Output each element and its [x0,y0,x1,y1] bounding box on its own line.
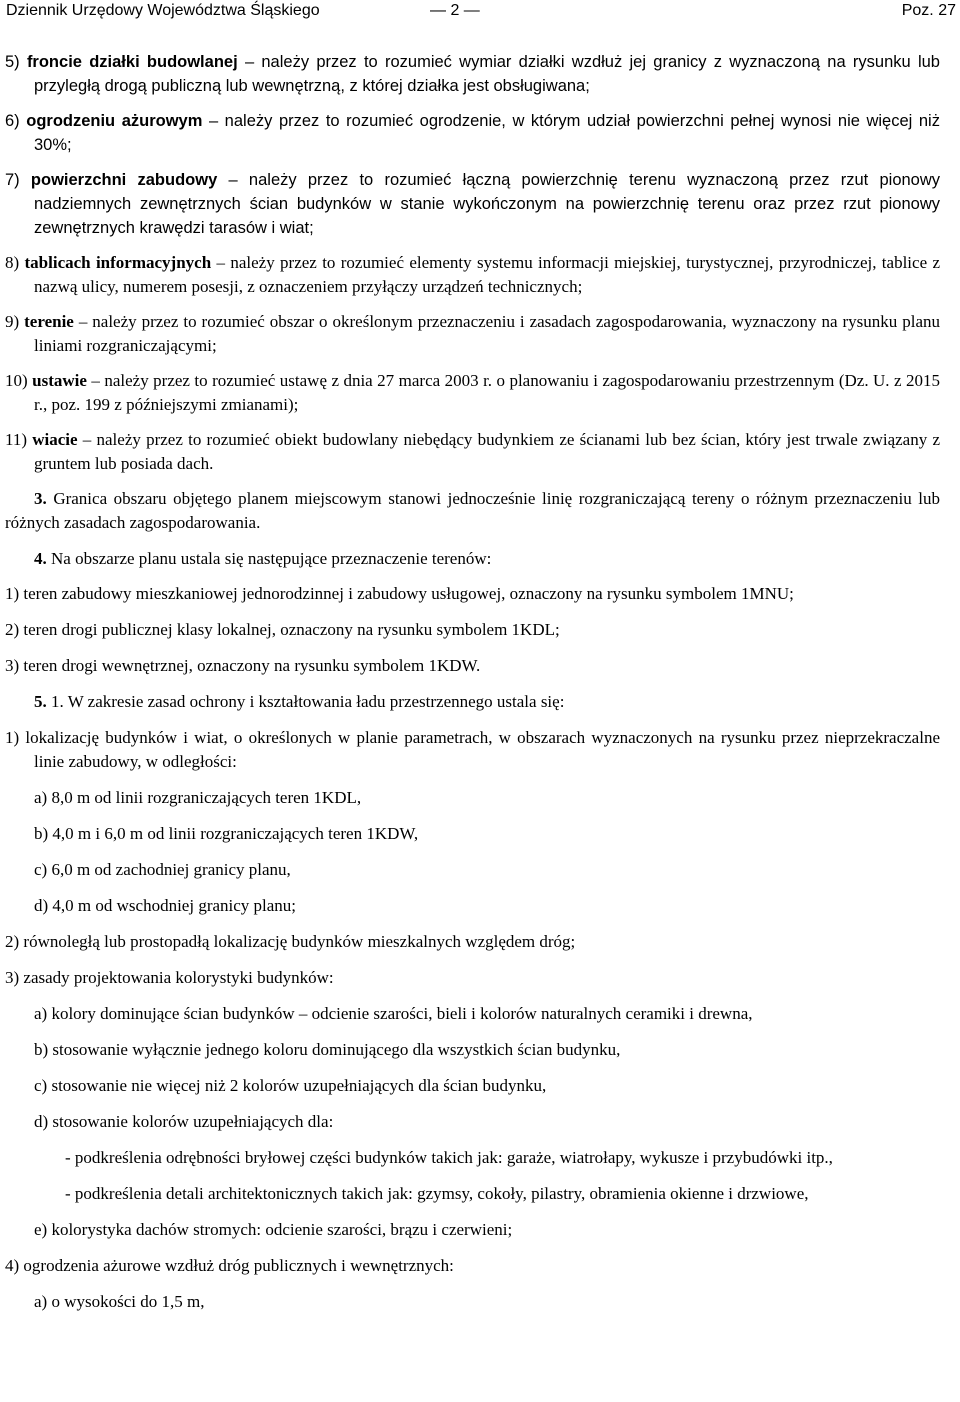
definition-term: ogrodzeniu ażurowym [26,112,203,130]
section-5-item-3c: c) stosowanie nie więcej niż 2 kolorów uzupełniających dla ścian budynku, [34,1076,547,1095]
page-header [0,0,960,24]
section-5-item-3: 3) zasady projektowania kolorystyki budynków: [5,968,334,987]
section-number: 3. [34,489,47,508]
section-5-item-4: 4) ogrodzenia ażurowe wzdłuż dróg publicznych i wewnętrznych: [5,1256,454,1275]
section-5-item-3d-dash-1: - podkreślenia odrębności bryłowej części budynków takich jak: garaże, wiatrołapy, wykusze i przybudówki itp., [65,1148,833,1167]
definition-term: ustawie [32,371,87,390]
journal-title: Dziennik Urzędowy Województwa Śląskiego [6,2,320,19]
section-4-item-3: 3) teren drogi wewnętrznej, oznaczony na rysunku symbolem 1KDW. [5,656,481,675]
definition-term: froncie działki budowlanej [26,53,238,71]
section-4-item-2: 2) teren drogi publicznej klasy lokalnej, oznaczony na rysunku symbolem 1KDL; [5,620,560,639]
definition-9: 9) terenie – należy przez to rozumieć obszar o określonym przeznaczeniu i zasadach zagospodarowania, wyznaczony na rysunku planu liniami rozgraniczającymi; [5,312,941,355]
definition-term: terenie [24,312,74,331]
section-5: 5. 1. W zakresie zasad ochrony i kształtowania ładu przestrzennego ustala się: [34,692,565,711]
definition-term: wiacie [32,430,78,449]
section-5-item-3e: e) kolorystyka dachów stromych: odcienie szarości, brązu i czerwieni; [34,1220,513,1239]
position-number: Poz. 27 [901,2,956,19]
section-5-item-3a: a) kolory dominujące ścian budynków – odcienie szarości, bieli i kolorów naturalnych ceramiki i drewna, [34,1004,753,1023]
page-number: — 2 — [430,2,480,19]
section-number: 4. [34,549,47,568]
section-5-item-1a: a) 8,0 m od linii rozgraniczających teren 1KDL, [34,788,362,807]
definition-8: 8) tablicach informacyjnych – należy przez to rozumieć elementy systemu informacji miejskiej, turystycznej, przyrodniczej, tablice z nazwą ulicy, numerem posesji, z oznaczeniem przyłączy urządzeń technicznych; [5,253,940,296]
section-number: 5. [34,692,47,711]
section-4: 4. Na obszarze planu ustala się następujące przeznaczenie terenów: [34,549,492,568]
section-3: 3. Granica obszaru objętego planem miejscowym stanowi jednocześnie linię rozgraniczającą tereny o różnym przeznaczeniu lub różnych zasadach zagospodarowania. [5,489,941,532]
section-5-item-1b: b) 4,0 m i 6,0 m od linii rozgraniczających teren 1KDW, [34,824,419,843]
section-5-item-3b: b) stosowanie wyłącznie jednego koloru dominującego dla wszystkich ścian budynku, [34,1040,621,1059]
section-5-item-1c: c) 6,0 m od zachodniej granicy planu, [34,860,291,879]
definition-10: 10) ustawie – należy przez to rozumieć ustawę z dnia 27 marca 2003 r. o planowaniu i zagospodarowaniu przestrzennym (Dz. U. z 2015 r., poz. 199 z późniejszymi zmianami); [5,371,941,414]
section-5-item-3d: d) stosowanie kolorów uzupełniających dla: [34,1112,334,1131]
section-5-item-1: 1) lokalizację budynków i wiat, o określonych w planie parametrach, w obszarach wyznaczonych na rysunku przez nieprzekraczalne linie zabudowy, w odległości: [5,728,940,771]
document-body [5,50,940,1314]
section-5-item-3d-dash-2: - podkreślenia detali architektonicznych takich jak: gzymsy, cokoły, pilastry, obramienia okienne i drzwiowe, [65,1184,809,1203]
section-4-item-1: 1) teren zabudowy mieszkaniowej jednorodzinnej i zabudowy usługowej, oznaczony na rysunku symbolem 1MNU; [5,584,794,603]
definition-term: tablicach informacyjnych [24,253,212,272]
definition-11: 11) wiacie – należy przez to rozumieć obiekt budowlany niebędący budynkiem ze ścianami lub bez ścian, który jest trwale związany z gruntem lub posiada dach. [5,430,940,473]
definition-6: 6) ogrodzeniu ażurowym – należy przez to rozumieć ogrodzenie, w którym udział powierzchni pełnej wynosi nie więcej niż 30%; [5,112,940,154]
definition-5: 5) froncie działki budowlanej – należy przez to rozumieć wymiar działki wzdłuż jej granicy z wyznaczoną na rysunku lub przyległą drogą publiczną lub wewnętrzną, z której działka jest obsługiwana; [5,53,940,95]
section-5-item-2: 2) równoległą lub prostopadłą lokalizację budynków mieszkalnych względem dróg; [5,932,576,951]
definition-term: powierzchni zabudowy [30,171,218,189]
definition-7: 7) powierzchni zabudowy – należy przez to rozumieć łączną powierzchnię terenu wyznaczoną przez rzut pionowy nadziemnych zewnętrznych ścian budynków w stanie wykończonym na powierzchnię terenu oraz przez rzut pionowy zewnętrznych krawędzi tarasów i wiat; [5,171,941,237]
section-5-item-1d: d) 4,0 m od wschodniej granicy planu; [34,896,297,915]
section-5-item-4a: a) o wysokości do 1,5 m, [34,1292,205,1311]
